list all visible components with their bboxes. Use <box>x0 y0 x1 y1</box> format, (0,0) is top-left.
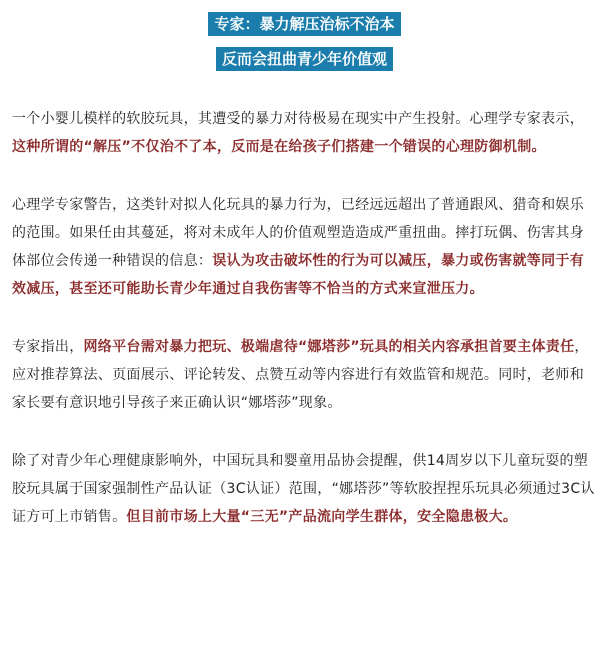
article-body <box>0 105 609 531</box>
paragraph-3-text-lead: 专家指出， <box>12 339 84 355</box>
paragraph-4 <box>12 447 597 531</box>
headline-line-2: 反而会扭曲青少年价值观 <box>216 47 393 71</box>
headline-block <box>0 0 609 71</box>
paragraph-1 <box>12 105 597 161</box>
paragraph-1-highlight: 这种所谓的“解压”不仅治不了本，反而是在给孩子们搭建一个错误的心理防御机制。 <box>12 139 546 155</box>
paragraph-1-text: 一个小婴儿模样的软胶玩具，其遭受的暴力对待极易在现实中产生投射。心理学专家表示， <box>12 111 584 127</box>
paragraph-2 <box>12 191 597 303</box>
paragraph-4-highlight: 但目前市场上大量“三无”产品流向学生群体，安全隐患极大。 <box>126 509 518 525</box>
paragraph-3-text-tail: ，应对推荐算法、页面展示、评论转发、点赞互动等内容进行有效监管和规范。同时，老师和家长要有意识地引导孩子来正确认识“娜塔莎”现象。 <box>12 339 589 411</box>
paragraph-3-highlight: 网络平台需对暴力把玩、极端虐待“娜塔莎”玩具的相关内容承担首要主体责任 <box>83 339 575 355</box>
paragraph-2-text: 心理学专家警告，这类针对拟人化玩具的暴力行为，已经远远超出了普通跟风、猎奇和娱乐的范围。如果任由其蔓延，将对未成年人的价值观塑造造成严重扭曲。摔打玩偶、伤害其身体部位会传递一种错误的信息： <box>12 197 584 269</box>
paragraph-2-highlight: 误认为攻击破坏性的行为可以减压，暴力或伤害就等同于有效减压，甚至还可能助长青少年通过自我伤害等不恰当的方式来宣泄压力。 <box>12 253 585 297</box>
headline-line-1: 专家：暴力解压治标不治本 <box>208 12 400 36</box>
paragraph-4-text: 除了对青少年心理健康影响外，中国玩具和婴童用品协会提醒，供14周岁以下儿童玩耍的塑胶玩具属于国家强制性产品认证（3C认证）范围，“娜塔莎”等软胶捏捏乐玩具必须通过3C认证方可上市销售。 <box>12 453 595 525</box>
paragraph-3 <box>12 333 597 417</box>
